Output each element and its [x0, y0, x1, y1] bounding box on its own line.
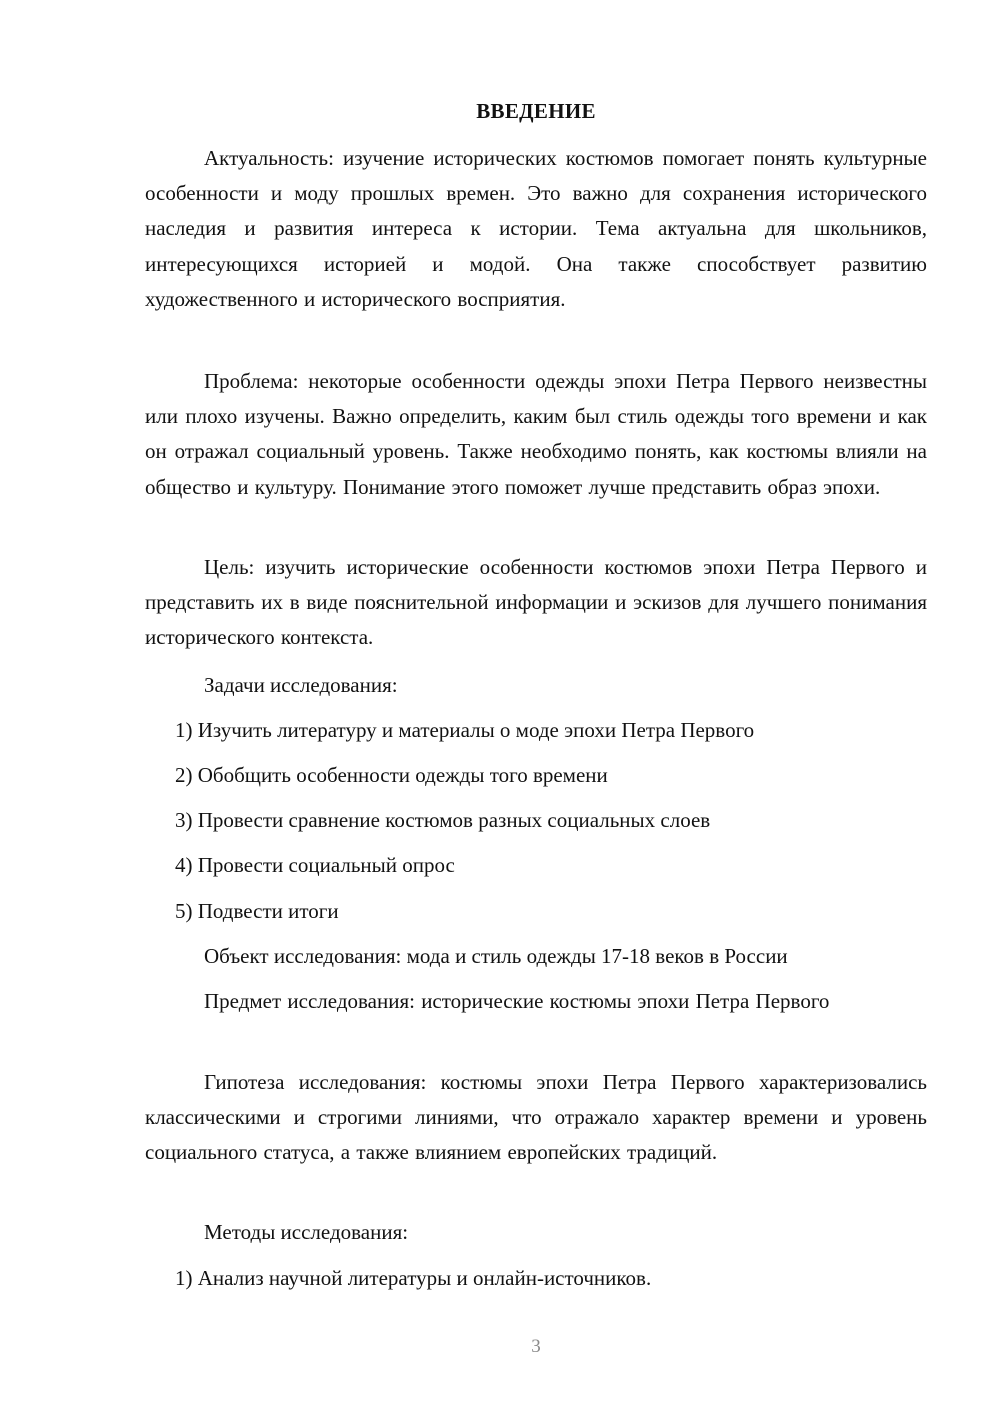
task-item-5: 5) Подвести итоги [175, 899, 339, 923]
research-subject: Предмет исследования: исторические костюмы эпохи Петра Первого [204, 989, 830, 1013]
tasks-label: Задачи исследования: [204, 673, 398, 697]
research-object: Объект исследования: мода и стиль одежды 17-18 веков в России [204, 944, 788, 968]
method-item-1: 1) Анализ научной литературы и онлайн-источников. [175, 1266, 652, 1290]
paragraph-relevance: Актуальность: изучение исторических костюмов помогает понять культурные особенности и моду прошлых времен. Это важно для сохранения исторического наследия и развития интереса к истории. Тема актуальна для школьников, интересующихся историей и модой. Она также способствует развитию художественного и исторического восприятия. [145, 146, 927, 311]
task-item-3: 3) Провести сравнение костюмов разных социальных слоев [175, 808, 711, 832]
methods-label: Методы исследования: [204, 1220, 409, 1244]
research-hypothesis: Гипотеза исследования: костюмы эпохи Петра Первого характеризовались классическими и строгими линиями, что отражало характер времени и уровень социального статуса, а также влиянием европейских традиций. [145, 1070, 927, 1165]
paragraph-problem: Проблема: некоторые особенности одежды эпохи Петра Первого неизвестны или плохо изучены. Важно определить, каким был стиль одежды того времени и как он отражал социальный уровень. Также необходимо понять, как костюмы влияли на общество и культуру. Понимание этого поможет лучше представить образ эпохи. [145, 369, 927, 499]
section-heading: ВВЕДЕНИЕ [476, 99, 596, 123]
task-item-4: 4) Провести социальный опрос [175, 853, 455, 877]
paragraph-goal: Цель: изучить исторические особенности костюмов эпохи Петра Первого и представить их в виде пояснительной информации и эскизов для лучшего понимания исторического контекста. [145, 555, 927, 650]
task-item-1: 1) Изучить литературу и материалы о моде эпохи Петра Первого [175, 718, 755, 742]
page-number: 3 [531, 1336, 541, 1357]
task-item-2: 2) Обобщить особенности одежды того времени [175, 763, 608, 787]
